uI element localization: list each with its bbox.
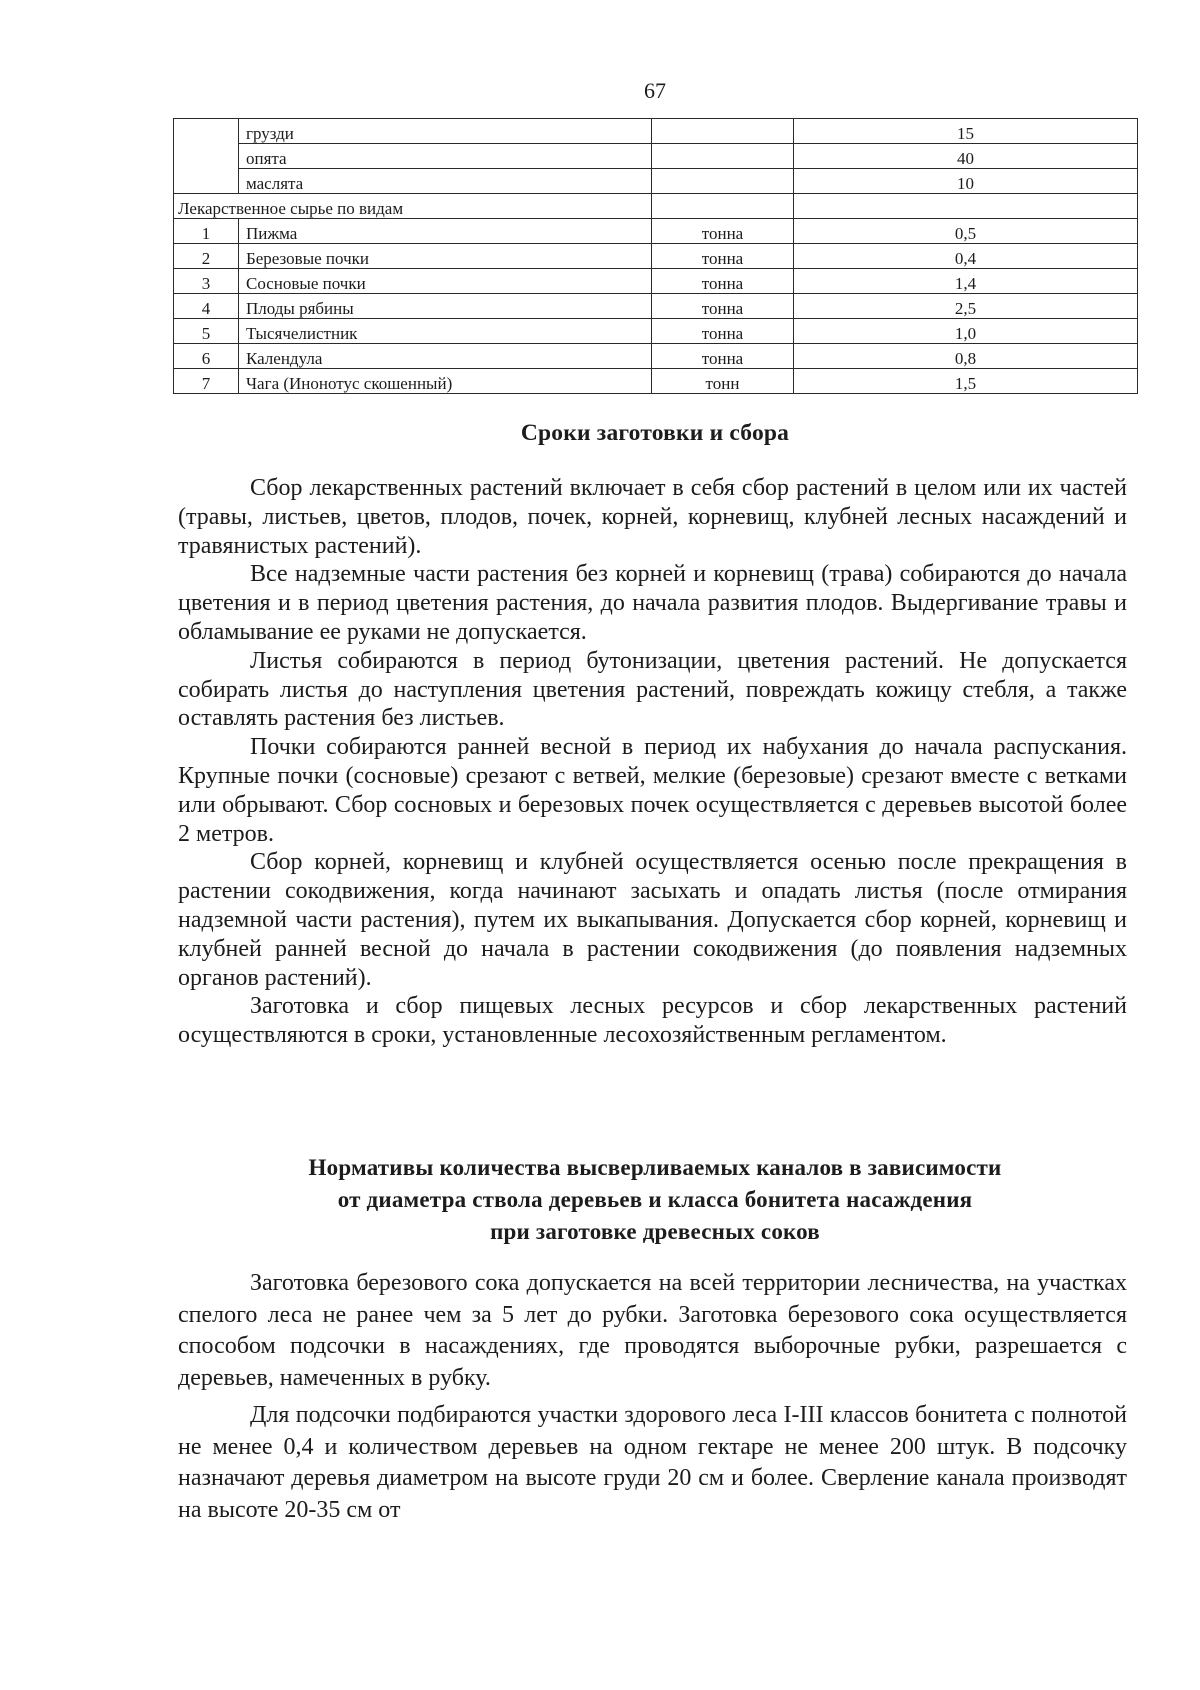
table-row: [174, 294, 1138, 319]
table-cell-unit: [652, 194, 794, 219]
table-cell-unit: [652, 169, 794, 194]
section-title-line: при заготовке древесных соков: [490, 1219, 820, 1244]
table-cell-unit: [652, 119, 794, 144]
paragraph: Почки собираются ранней весной в период их набухания до начала распускания. Крупные почки (сосновые) срезают с ветвей, мелкие (березовые) срезают вместе с ветками или обрывают. Сбор сосновых и березовых почек осуществляется с деревьев высотой более 2 метров.: [178, 734, 1127, 847]
paragraph: Все надземные части растения без корней и корневищ (трава) собираются до начала цветения и в период цветения растения, до начала развития плодов. Выдергивание травы и обламывание ее руками не допускается.: [178, 561, 1127, 645]
table-row: [174, 144, 1138, 169]
table-row: [174, 344, 1138, 369]
table-cell-num: 4: [174, 294, 239, 319]
table-row: [174, 244, 1138, 269]
table-cell-value: 0,8: [794, 344, 1138, 369]
table-cell-num: 6: [174, 344, 239, 369]
table-cell-name: Березовые почки: [239, 244, 652, 269]
table-cell-name: Плоды рябины: [239, 294, 652, 319]
table-cell-name: Чага (Инонотус скошенный): [239, 369, 652, 394]
table-cell-value: 1,5: [794, 369, 1138, 394]
table-cell-num: 2: [174, 244, 239, 269]
table-cell-unit: тонна: [652, 244, 794, 269]
table-cell-empty: [174, 119, 239, 194]
table-cell-name: Пижма: [239, 219, 652, 244]
table-cell-value: 0,5: [794, 219, 1138, 244]
table-cell-name: маслята: [239, 169, 652, 194]
table-cell-num: 1: [174, 219, 239, 244]
table-cell-name: грузди: [239, 119, 652, 144]
paragraph: Листья собираются в период бутонизации, цветения растений. Не допускается собирать листья до наступления цветения растений, повреждать кожицу стебля, а также оставлять растения без листьев.: [178, 647, 1127, 732]
paragraph: Сбор лекарственных растений включает в себя сбор растений в целом или их частей (травы, листьев, цветов, плодов, почек, корней, корневищ, клубней лесных насаждений и травянистых растений).: [178, 475, 1127, 559]
resources-table: [173, 118, 1138, 394]
table-cell-num: 5: [174, 319, 239, 344]
table-row: [174, 169, 1138, 194]
section-title-line: Нормативы количества высверливаемых каналов в зависимости: [308, 1155, 1002, 1180]
table-cell-name: Сосновые почки: [239, 269, 652, 294]
table-cell-unit: тонна: [652, 269, 794, 294]
table-row: [174, 119, 1138, 144]
table-cell-name: Тысячелистник: [239, 319, 652, 344]
paragraph: Сбор корней, корневищ и клубней осуществляется осенью после прекращения в растении сокодвижения, когда начинают засыхать и опадать листья (после отмирания надземной части растения), путем их выкапывания. Допускается сбор корней, корневищ и клубней ранней весной до начала в растении сокодвижения (до появления надземных органов растений).: [178, 849, 1127, 991]
section-sap-norms-text: [178, 1268, 1127, 1526]
section-title-harvest-timing: Сроки заготовки и сбора: [520, 420, 790, 446]
table-cell-unit: тонна: [652, 294, 794, 319]
table-row: [174, 319, 1138, 344]
table-cell-unit: тонна: [652, 344, 794, 369]
table-cell-unit: [652, 144, 794, 169]
table-cell-value: 2,5: [794, 294, 1138, 319]
table-cell-num: 7: [174, 369, 239, 394]
page-number: 67: [644, 78, 666, 103]
table-cell-unit: тонн: [652, 369, 794, 394]
table-cell-value: 1,4: [794, 269, 1138, 294]
paragraph: Заготовка березового сока допускается на всей территории лесничества, на участках спелого леса не ранее чем за 5 лет до рубки. Заготовка березового сока осуществляется способом подсочки в насаждениях, где проводятся выборочные рубки, разрешается с деревьев, намеченных в рубку.: [178, 1270, 1127, 1391]
table-group-row: [174, 194, 1138, 219]
section-title-line: от диаметра ствола деревьев и класса бонитета насаждения: [337, 1187, 973, 1212]
section-harvest-timing-text: [178, 474, 1127, 1050]
paragraph: Заготовка и сбор пищевых лесных ресурсов и сбор лекарственных растений осуществляются в сроки, установленные лесохозяйственным регламентом.: [178, 993, 1127, 1049]
table-cell-value: [794, 194, 1138, 219]
paragraph: Для подсочки подбираются участки здорового леса I-III классов бонитета с полнотой не менее 0,4 и количеством деревьев на одном гектаре не менее 200 штук. В подсочку назначают деревья диаметром на высоте груди 20 см и более. Сверление канала производят на высоте 20-35 см от: [178, 1402, 1127, 1523]
table-cell-value: 0,4: [794, 244, 1138, 269]
table-cell-unit: тонна: [652, 319, 794, 344]
table-cell-value: 10: [794, 169, 1138, 194]
table-cell-num: 3: [174, 269, 239, 294]
table-group-header: Лекарственное сырье по видам: [174, 194, 652, 219]
table-cell-value: 15: [794, 119, 1138, 144]
table-row: [174, 219, 1138, 244]
table-cell-value: 40: [794, 144, 1138, 169]
section-title-sap-norms: [0, 1152, 1200, 1248]
table-cell-unit: тонна: [652, 219, 794, 244]
table-cell-name: опята: [239, 144, 652, 169]
table-cell-name: Календула: [239, 344, 652, 369]
table-cell-value: 1,0: [794, 319, 1138, 344]
table-row: [174, 369, 1138, 394]
table-row: [174, 269, 1138, 294]
